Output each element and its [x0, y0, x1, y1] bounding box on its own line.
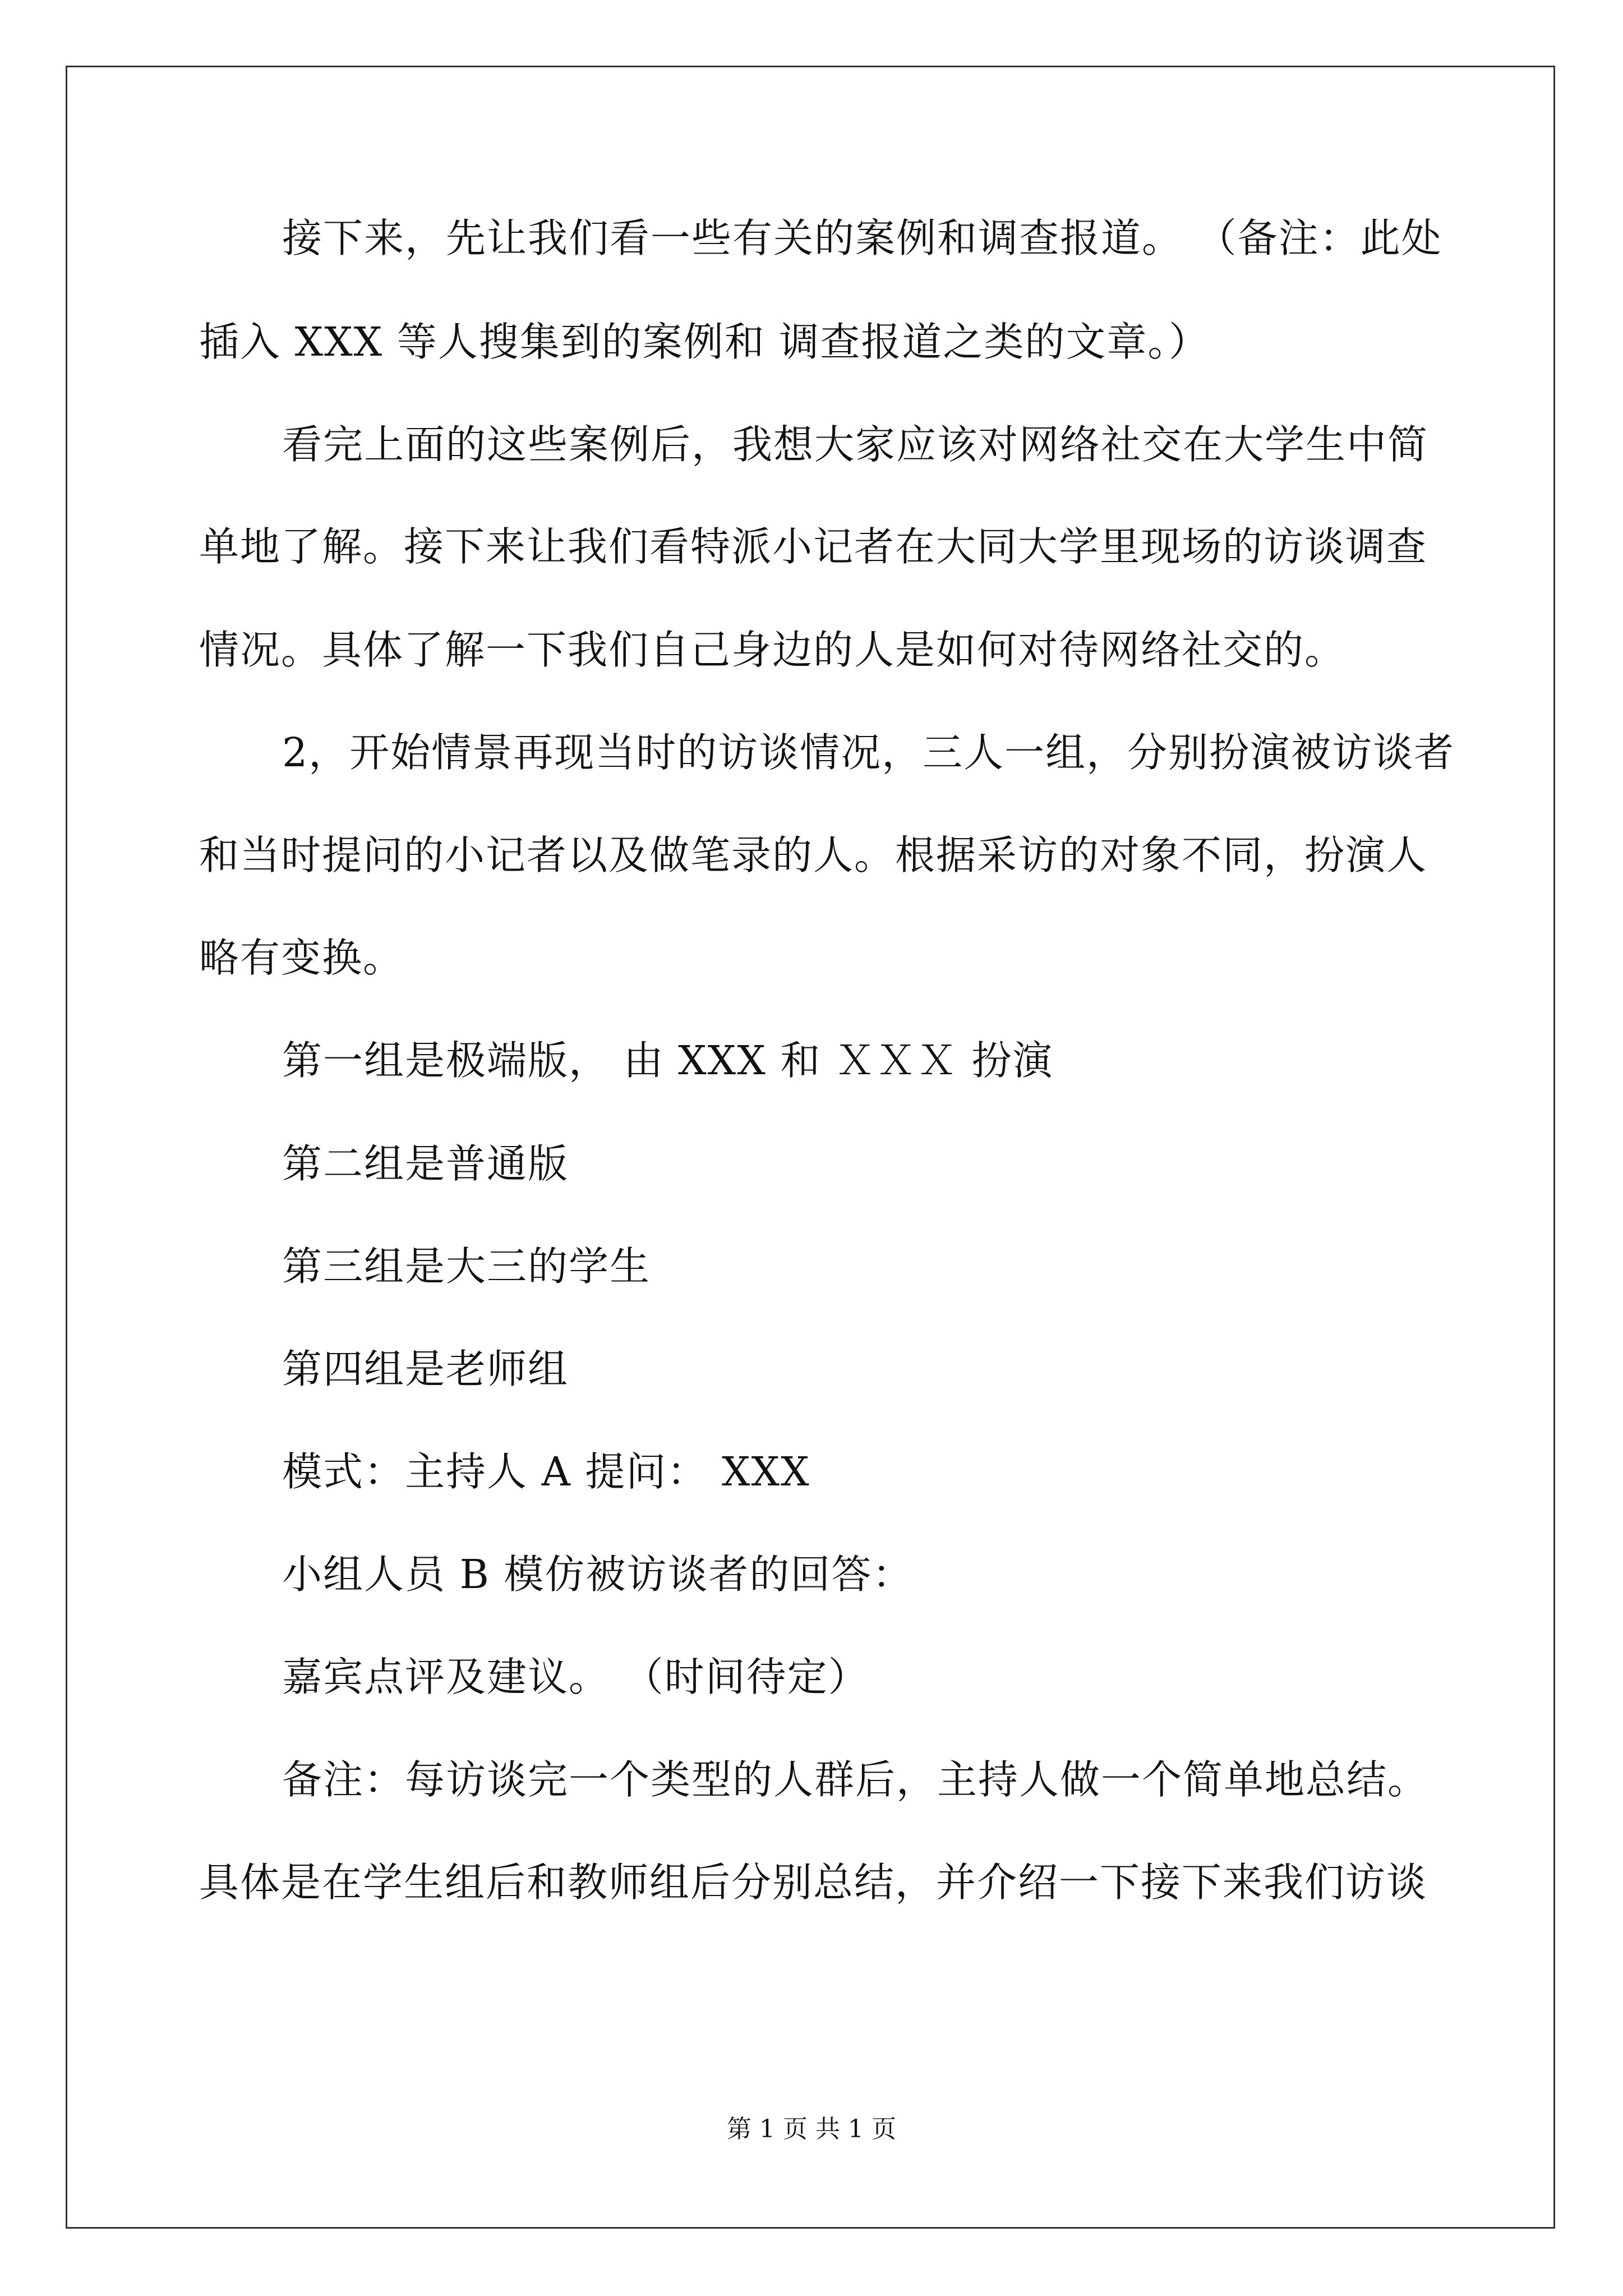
paragraph-line: 第三组是大三的学生	[282, 1243, 651, 1290]
paragraph-line: 第二组是普通版	[282, 1140, 569, 1187]
paragraph-line: 小组人员 B 模仿被访谈者的回答：	[282, 1551, 914, 1598]
paragraph-line: 嘉宾点评及建议。 （时间待定）	[282, 1654, 869, 1700]
paragraph-line: 看完上面的这些案例后，我想大家应该对网络社交在大学生中简	[282, 421, 1429, 468]
paragraph-line: 略有变换。	[199, 935, 404, 981]
paragraph-line: 2，开始情景再现当时的访谈情况，三人一组，分别扮演被访谈者	[282, 729, 1455, 776]
paragraph-line: 插入 XXX 等人搜集到的案例和 调查报道之类的文章。）	[199, 319, 1210, 365]
paragraph-line: 和当时提问的小记者以及做笔录的人。根据采访的对象不同，扮演人	[199, 832, 1428, 878]
paragraph-line: 接下来，先让我们看一些有关的案例和调查报道。 （备注：此处	[282, 215, 1442, 261]
paragraph-line: 情况。具体了解一下我们自己身边的人是如何对待网络社交的。	[199, 627, 1346, 673]
paragraph-line: 模式：主持人 A 提问： XXX	[282, 1448, 810, 1495]
paragraph-line: 单地了解。接下来让我们看特派小记者在大同大学里现场的访谈调查	[199, 523, 1428, 570]
paragraph-line: 第一组是极端版， 由 XXX 和 ＸＸＸ 扮演	[282, 1037, 1054, 1084]
page-footer: 第 1 页 共 1 页	[727, 2115, 896, 2143]
paragraph-line: 第四组是老师组	[282, 1346, 569, 1392]
paragraph-line: 具体是在学生组后和教师组后分别总结，并介绍一下接下来我们访谈	[199, 1859, 1428, 1906]
paragraph-line: 备注：每访谈完一个类型的人群后，主持人做一个简单地总结。	[282, 1756, 1429, 1803]
